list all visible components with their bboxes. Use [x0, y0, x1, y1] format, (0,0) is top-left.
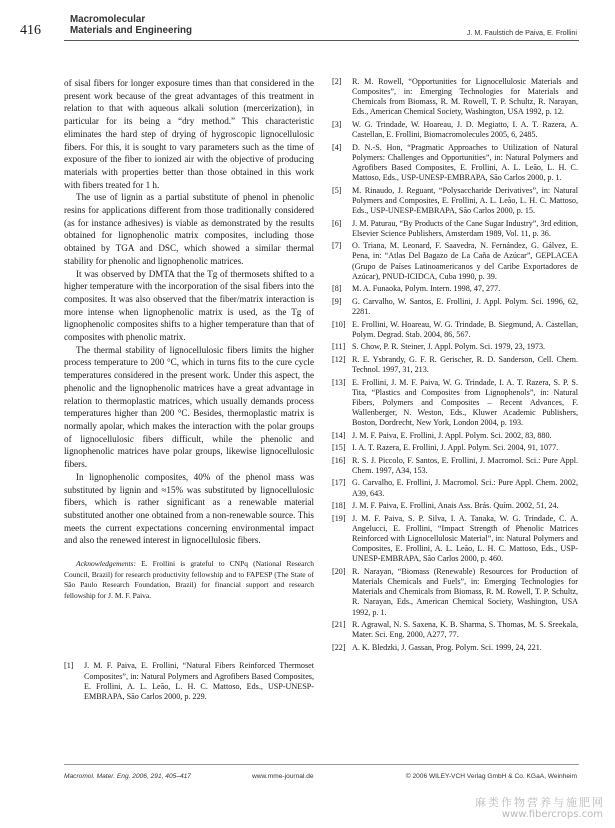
- reference-item: [332, 355, 578, 375]
- reference-number: [14]: [332, 430, 346, 440]
- body-paragraph-5: In lignophenolic composites, 40% of the phenol mass was substituted by lignin and ≈15% was substituted by lignocellulosic fibers, which is rather significant as a renewable material substituted another one obtained from a non-renewable source. This meets the current expectations concerning environmental impact and also the renewed interest in lignocellulosic fibers.: [64, 471, 314, 546]
- reference-number: [15]: [332, 443, 346, 453]
- reference-text: I. A. T. Razera, E. Frollini, J. Appl. Polym. Sci. 2004, 91, 1077.: [352, 443, 559, 453]
- reference-number: [22]: [332, 642, 346, 652]
- watermark-chinese: 麻类作物营养与施肥网: [475, 796, 605, 809]
- reference-item: [332, 320, 578, 340]
- reference-item: [332, 378, 578, 429]
- reference-number: [20]: [332, 566, 346, 576]
- body-paragraph-2: The use of lignin as a partial substitute of phenol in phenolic resins for applications different from those traditionally considered (as for instance adhesives) is viable as demonstrated by the results obtained for lignophenolic matrix composites, including those obtained by TGA and DSC, which showed a similar thermal stability for phenolic and lignophenolic matrices.: [64, 192, 314, 266]
- journal-title: [70, 14, 192, 36]
- right-column: [332, 77, 578, 655]
- reference-item: [332, 443, 578, 453]
- reference-item: [332, 241, 578, 282]
- body-paragraph-3: It was observed by DMTA that the Tg of thermosets shifted to a higher temperature with the incorporation of the sisal fibers into the composites. It was also observed that the fiber/matrix interaction is more intense when lignophenolic matrix is used, as the Tg of lignophenolic composites shifts to a higher temperature than that of composites with phenolic matrix.: [64, 268, 314, 343]
- reference-item: [332, 120, 578, 140]
- journal-title-line1: Macromolecular: [70, 14, 146, 25]
- reference-number: [2]: [332, 77, 342, 86]
- reference-text: M. Rinaudo, J. Reguant, “Polysaccharide Derivatives”, in: Natural Polymers and Composites, E. Frollini, A. L. Leão, L. H. C. Mattoso, Eds., USP-UNESP-EMBRAPA, São Carlos 2000, p. 15.: [352, 185, 578, 216]
- reference-text: J. M. F. Paiva, E. Frollini, “Natural Fibers Reinforced Thermoset Composites”, in: Natural Polymers and Agrofibers Based Composites, E. Frollini, A. L. Leão, L. H. C. Mattoso, Eds., USP-UNESP-EMBRAPA, São Carlos 2000, p. 229.: [84, 661, 314, 701]
- reference-item: [332, 478, 578, 498]
- reference-item: [332, 514, 578, 565]
- reference-item: [332, 186, 578, 216]
- reference-text: M. A. Funaoka, Polym. Intern. 1998, 47, 277.: [352, 284, 501, 294]
- reference-text: D. N.-S. Hon, “Pragmatic Approaches to Utilization of Natural Polymers: Challenges and Opportunities”, in: Natural Polymers and Agrofibers Based Composites, E. Frollini, A. L. Leão, L. H. C. Mattoso, Eds., USP-UNESP-EMBRAPA, São Carlos 2000, p. 1.: [352, 142, 578, 183]
- left-column: [64, 77, 314, 704]
- reference-item: [64, 661, 314, 702]
- reference-item: [332, 219, 578, 239]
- reference-text: R. E. Ysbrandy, G. F. R. Gerischer, R. D. Sanderson, Cell. Chem. Technol. 1997, 31, 213.: [352, 354, 578, 374]
- reference-number: [13]: [332, 377, 346, 387]
- reference-text: S. Chow, P. R. Steiner, J. Appl. Polym. Sci. 1979, 23, 1973.: [352, 342, 546, 352]
- reference-text: G. Carvalho, E. Frollini, J. Macromol. Sci.: Pure Appl. Chem. 2002, A39, 643.: [352, 478, 578, 498]
- reference-text: R. Narayan, “Biomass (Renewable) Resources for Production of Materials Chemicals and Fuels”, in: Emerging Technologies for Materials and Chemicals from Biomass, R. M. Rowell, T. P. Schultz, R. Narayan, Eds., American Chemical Society, Washington, USA 1992, p. 1.: [352, 566, 578, 617]
- reference-number: [11]: [332, 342, 346, 352]
- reference-number: [10]: [332, 319, 346, 329]
- body-paragraph-4: The thermal stability of lignocellulosic fibers limits the higher process temperature to 200 °C, which in turns fits to the cure cycle temperatures considered in the present work. Under this aspect, the phenolic and the lignophenolic matrices have a great advantage in relation to thermoplastic matrices, which usually demands process temperatures higher than 200 °C. Besides, thermoplastic matrix is normally apolar, which makes the interaction with the polar groups of lignocellulosic fibers difficult, while the phenolic and lignophenolic matrices have polar groups, likewise lignocellulosic fibers.: [64, 344, 314, 470]
- page-number: 416: [20, 23, 41, 38]
- reference-number: [16]: [332, 455, 346, 465]
- reference-item: [332, 456, 578, 476]
- running-header-authors: J. M. Faulstich de Paiva, E. Frollini: [466, 28, 577, 37]
- reference-item: [332, 501, 578, 511]
- footer-copyright: © 2006 WILEY-VCH Verlag GmbH & Co. KGaA, Weinheim: [405, 773, 577, 780]
- reference-number: [9]: [332, 296, 342, 306]
- reference-text: J. M. F. Paiva, E. Frollini, Anais Ass. Brás. Quím. 2002, 51, 24.: [352, 501, 559, 511]
- footer-url[interactable]: www.mme-journal.de: [252, 773, 314, 780]
- reference-number: [12]: [332, 354, 346, 364]
- reference-number: [4]: [332, 142, 342, 152]
- reference-number: [18]: [332, 501, 346, 511]
- journal-title-line2: Materials and Engineering: [70, 25, 192, 36]
- reference-number: [8]: [332, 284, 342, 294]
- reference-number: [6]: [332, 218, 342, 228]
- reference-item: [332, 77, 578, 118]
- reference-text: E. Frollini, J. M. F. Paiva, W. G. Trindade, I. A. T. Razera, S. P. S. Tita, “Plastics and Composites from Lignophenols”, in: Natural Fibers, Polymers and Composites – Recent Advances, F. Wallenberger, N. Weston, Eds., Kluwer Academic Publishers, Boston, Dordrecht, New York, London 2004, p. 193.: [352, 377, 578, 428]
- footer-rule: [64, 764, 579, 765]
- reference-text: J. M. Paturau, “By Products of the Cane Sugar Industry”, 3rd edition, Elsevier Science Publishers, Amsterdam 1989, Vol. 11, p. 36.: [352, 218, 578, 238]
- reference-number: [21]: [332, 620, 346, 630]
- reference-text: R. Agrawal, N. S. Saxena, K. B. Sharma, S. Thomas, M. S. Sreekala, Mater. Sci. Eng. 2000, A277, 77.: [352, 620, 578, 640]
- reference-text: R. S. J. Piccolo, F. Santos, E. Frollini, J. Macromol. Sci.: Pure Appl. Chem. 1997, A34, 153.: [352, 455, 578, 475]
- reference-text: R. M. Rowell, “Opportunities for Lignocellulosic Materials and Composites”, in: Emerging Technologies for Materials and Chemicals from Biomass, R. M. Rowell, T. P. Schultz, R. Narayan, Eds., American Chemical Society, Washington, USA 1992, p. 12.: [352, 77, 578, 117]
- reference-text: E. Frollini, W. Hoareau, W. G. Trindade, B. Siegmund, A. Castellan, Polym. Degrad. Stab. 2004, 86, 567.: [352, 319, 578, 339]
- reference-item: [332, 143, 578, 184]
- reference-number: [3]: [332, 120, 342, 130]
- reference-text: G. Carvalho, W. Santos, E. Frollini, J. Appl. Polym. Sci. 1996, 62, 2281.: [352, 296, 578, 317]
- reference-number: [1]: [64, 661, 74, 671]
- reference-item: [332, 297, 578, 317]
- reference-text: A. K. Bledzki, J. Gassan, Prog. Polym. Sci. 1999, 24, 221.: [352, 642, 542, 652]
- acknowledgements-label: Acknowledgements:: [76, 559, 136, 569]
- body-paragraph-1: of sisal fibers for longer exposure times than that considered in the present work because of the great advantages of this treatment in relation to that with aqueous alkali solution (mercerization), in particular for its being a “dry method.” This characteristic eliminates the hard step of drying of hygroscopic lignocellulosic fibers. For this, it is sought to vary parameters such as the time of exposure of the fiber to ionized air with the objective of producing materials with properties better than those obtained in this work with fibers treated for 1 h.: [64, 78, 314, 190]
- acknowledgements-text: E. Frollini is grateful to CNPq (National Research Council, Brazil) for research productivity fellowship and to FAPESP (The State of São Paulo Research Foundation, Brazil) for financial support and research fellowship for J. M. F. Paiva.: [64, 559, 314, 600]
- reference-number: [17]: [332, 478, 346, 488]
- reference-item: [332, 643, 578, 653]
- watermark-url: www.fibercrops.com: [501, 809, 603, 820]
- reference-item: [332, 620, 578, 640]
- footer-citation: Macromol. Mater. Eng. 2006, 291, 405–417: [64, 773, 191, 780]
- reference-number: [5]: [332, 185, 342, 195]
- header-rule: [64, 40, 579, 41]
- acknowledgements: [64, 559, 314, 601]
- reference-item: [332, 284, 578, 294]
- reference-item: [332, 431, 578, 441]
- reference-text: W. G. Trindade, W. Hoareau, J. D. Megiatto, I. A. T. Razera, A. Castellan, E. Frollini, Biomacromolecules 2005, 6, 2485.: [352, 120, 578, 140]
- reference-number: [19]: [332, 513, 346, 523]
- reference-item: [332, 342, 578, 352]
- reference-text: J. M. F. Paiva, E. Frollini, J. Appl. Polym. Sci. 2002, 83, 880.: [352, 430, 552, 440]
- reference-item: [332, 567, 578, 618]
- reference-text: O. Triana, M. Leonard, F. Saavedra, N. Fernández, G. Gálvez, E. Pena, in: “Atlas Del Bagazo de La Caña de Azúcar”, GEPLACEA (Grupo de Países Latinoamericanos y del Caribe Exportadores de Azúcar), PNUD-ICIDCA, Cuba 1990, p. 39.: [352, 241, 578, 281]
- reference-number: [7]: [332, 241, 342, 251]
- reference-text: J. M. F. Paiva, S. P. Silva, I. A. Tanaka, W. G. Trindade, C. A. Angelucci, E. Frollini, “Impact Strength of Phenolic Matrices Reinforced with Lignocellulosic Material”, in: Natural Polymers and Composites, E. Frollini, A. L. Leão, L. H. C. Mattoso, Eds., USP-UNESP-EMBRAPA, São Carlos 2000, p. 460.: [352, 513, 578, 564]
